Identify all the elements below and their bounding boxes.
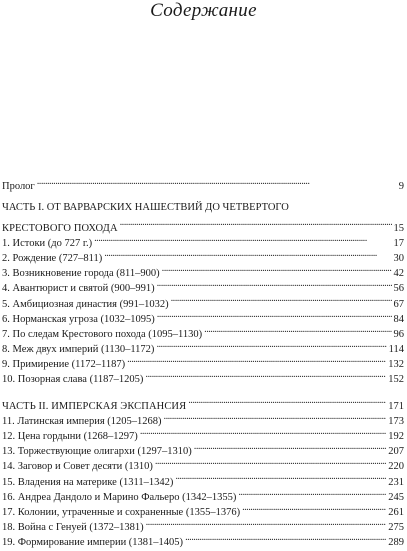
spacer (2, 189, 404, 200)
toc-entry-label: 16. Андреа Дандоло и Марино Фальеро (1342–1355) (2, 491, 237, 503)
toc-entry-page: 207 (388, 446, 404, 458)
dot-leader (162, 261, 392, 276)
toc-entry-page: 220 (388, 461, 404, 473)
toc-entry-page: 67 (393, 298, 404, 310)
toc-entry-page: 114 (388, 344, 404, 356)
toc-entry-label: 11. Латинская империя (1205–1268) (2, 415, 162, 427)
toc-entry-label: 4. Авантюрист и святой (900–991) (2, 283, 155, 295)
dot-leader (37, 174, 397, 189)
dot-leader (155, 454, 386, 469)
toc-entry-label: 12. Цена гордыни (1268–1297) (2, 431, 138, 442)
toc-entry-label: 3. Возникновение города (811–900) (2, 268, 160, 280)
toc-entry-label: 15. Владения на материке (1311–1342) (2, 476, 174, 488)
toc-entry-label: 19. Формирование империи (1381–1405) (2, 537, 184, 549)
toc-entry-label: 10. Позорная слава (1187–1205) (2, 374, 144, 386)
toc-entry-label: 9. Примирение (1172–1187) (2, 359, 126, 371)
dot-leader (146, 515, 387, 530)
toc-entry-label: 17. Колонии, утраченные и сохраненные (1355–1376) (2, 506, 241, 518)
toc-entry-page: 132 (388, 359, 404, 371)
toc-entry-page: 275 (388, 522, 404, 534)
toc-entry-part2 (2, 393, 404, 412)
toc-entry-page: 192 (388, 431, 404, 442)
toc-entry-page: 30 (393, 252, 404, 264)
toc-entry-label: 6. Норманская угроза (1032–1095) (2, 313, 155, 325)
dot-leader (94, 231, 391, 246)
dot-leader (127, 352, 386, 367)
dot-leader (185, 530, 386, 545)
toc-entry-page: 15 (393, 222, 404, 234)
toc-entry-label: 5. Амбициозная династия (991–1032) (2, 298, 169, 310)
toc-entry-page: 17 (393, 237, 404, 249)
toc-entry-page: 231 (388, 476, 404, 488)
toc-entry-page: 84 (393, 313, 404, 325)
dot-leader (120, 215, 392, 230)
toc-entry-label: 13. Торжествующие олигархи (1297–1310) (2, 446, 192, 458)
toc-entry-page: 42 (393, 268, 404, 280)
toc-entry-page: 152 (388, 374, 404, 386)
dot-leader (204, 322, 391, 337)
dot-leader (164, 409, 387, 424)
table-of-contents (2, 174, 404, 549)
toc-entry-page: 289 (388, 537, 404, 549)
toc-entry-label: 14. Заговор и Совет десяти (1310) (2, 461, 153, 473)
dot-leader (238, 485, 386, 500)
part1-heading-line2: КРЕСТОВОГО ПОХОДА (2, 222, 118, 234)
dot-leader (171, 291, 392, 306)
page-title: Содержание (150, 0, 257, 21)
toc-entry-prologue (2, 174, 404, 193)
toc-entry-label: 18. Война с Генуей (1372–1381) (2, 522, 144, 534)
toc-entry-label: 7. По следам Крестового похода (1095–1130) (2, 328, 203, 340)
toc-entry-page: 245 (388, 491, 404, 503)
toc-entry-part1 (2, 215, 404, 234)
dot-leader (104, 246, 391, 261)
toc-entry-page: 9 (398, 181, 404, 193)
toc-entry-label: Пролог (2, 181, 35, 193)
toc-entry-page: 96 (393, 328, 404, 340)
dot-leader (157, 307, 392, 322)
dot-leader (242, 500, 386, 515)
toc-entry-page: 56 (393, 283, 404, 295)
part1-heading-line1: ЧАСТЬ I. ОТ ВАРВАРСКИХ НАШЕСТВИЙ ДО ЧЕТВЕРТОГО (2, 202, 289, 214)
dot-leader (156, 337, 386, 352)
dot-leader (175, 469, 386, 484)
toc-entry-page: 261 (388, 506, 404, 518)
toc-entry-page: 171 (388, 400, 404, 412)
dot-leader (140, 424, 386, 439)
dot-leader (194, 439, 386, 454)
toc-entry-label: 8. Меж двух империй (1130–1172) (2, 344, 155, 356)
toc-entry-label: 2. Рождение (727–811) (2, 252, 103, 264)
part2-heading: ЧАСТЬ II. ИМПЕРСКАЯ ЭКСПАНСИЯ (2, 400, 187, 412)
toc-entry-page: 173 (388, 415, 404, 427)
dot-leader (157, 276, 392, 291)
toc-entry-label: 1. Истоки (до 727 г.) (2, 237, 93, 249)
dot-leader (145, 367, 386, 382)
dot-leader (188, 393, 386, 408)
